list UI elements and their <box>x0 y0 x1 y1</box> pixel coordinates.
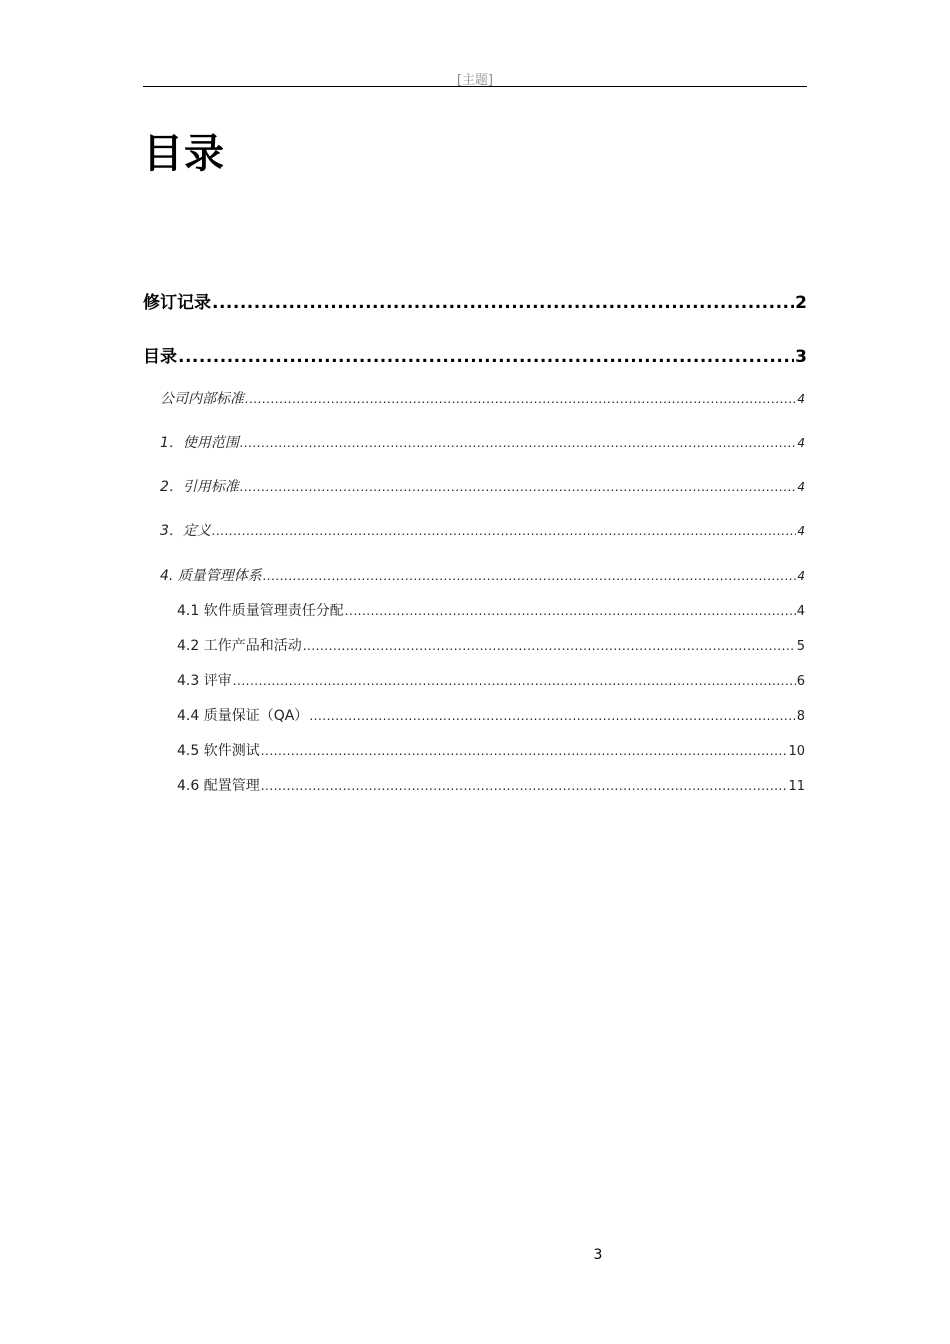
toc-entry-4-5[interactable] <box>177 740 805 760</box>
toc-entry-page: 2 <box>795 293 807 313</box>
toc-dot-leader <box>212 293 794 313</box>
toc-entry-internal-standard[interactable] <box>160 388 805 408</box>
toc-entry-label: 4.4 质量保证（QA） <box>177 708 309 724</box>
toc-entry-page: 4 <box>797 480 805 494</box>
toc-entry-label: 4. 质量管理体系 <box>160 568 262 584</box>
toc-entry-page: 3 <box>795 347 807 367</box>
toc-dot-leader <box>178 347 794 367</box>
toc-entry-page: 11 <box>788 779 805 794</box>
toc-dot-leader <box>233 674 796 688</box>
toc-entry-4-6[interactable] <box>177 775 805 795</box>
toc-entry-4-4[interactable] <box>177 705 805 725</box>
toc-entry-label: 4.2 工作产品和活动 <box>177 638 302 654</box>
toc-dot-leader <box>240 480 796 494</box>
header-rule <box>143 86 807 87</box>
toc-entry-4-3[interactable] <box>177 670 805 690</box>
toc-entry-label: 目录 <box>143 347 177 367</box>
toc-entry-page: 4 <box>796 604 805 619</box>
toc-dot-leader <box>245 392 796 406</box>
toc-entry-page: 4 <box>797 569 805 583</box>
toc-entry-label: 4.1 软件质量管理责任分配 <box>177 603 344 619</box>
toc-entry-label: 公司内部标准 <box>160 391 244 407</box>
toc-entry-page: 5 <box>796 639 805 654</box>
toc-entry-label: 2．引用标准 <box>160 479 239 495</box>
toc-dot-leader <box>240 436 796 450</box>
page-title: 目录 <box>143 131 225 177</box>
toc-entry-label: 4.5 软件测试 <box>177 743 260 759</box>
toc-entry-4-2[interactable] <box>177 635 805 655</box>
toc-entry-label: 1．使用范围 <box>160 435 239 451</box>
toc-entry-label: 修订记录 <box>143 293 211 313</box>
toc-dot-leader <box>309 709 795 723</box>
running-header: [主题] <box>456 73 494 88</box>
toc-dot-leader <box>345 604 796 618</box>
toc-dot-leader <box>263 569 797 583</box>
toc-dot-leader <box>303 639 796 653</box>
footer-page-number: 3 <box>593 1247 603 1263</box>
toc-entry-page: 4 <box>797 392 805 406</box>
toc-entry-label: 3．定义 <box>160 523 211 539</box>
toc-entry-contents[interactable] <box>143 342 807 367</box>
toc-entry-page: 4 <box>797 524 805 538</box>
toc-entry-quality-system[interactable] <box>160 565 805 585</box>
toc-dot-leader <box>261 779 788 793</box>
toc-dot-leader <box>261 744 788 758</box>
toc-entry-references[interactable] <box>160 476 805 496</box>
toc-entry-label: 4.6 配置管理 <box>177 778 260 794</box>
toc-entry-scope[interactable] <box>160 432 805 452</box>
toc-entry-4-1[interactable] <box>177 600 805 620</box>
toc-entry-page: 4 <box>797 436 805 450</box>
toc-dot-leader <box>212 524 796 538</box>
toc-entry-label: 4.3 评审 <box>177 673 232 689</box>
toc-entry-page: 6 <box>796 674 805 689</box>
toc-entry-definitions[interactable] <box>160 520 805 540</box>
toc-entry-page: 8 <box>796 709 805 724</box>
toc-entry-revision-history[interactable] <box>143 288 807 313</box>
toc-entry-page: 10 <box>788 744 805 759</box>
